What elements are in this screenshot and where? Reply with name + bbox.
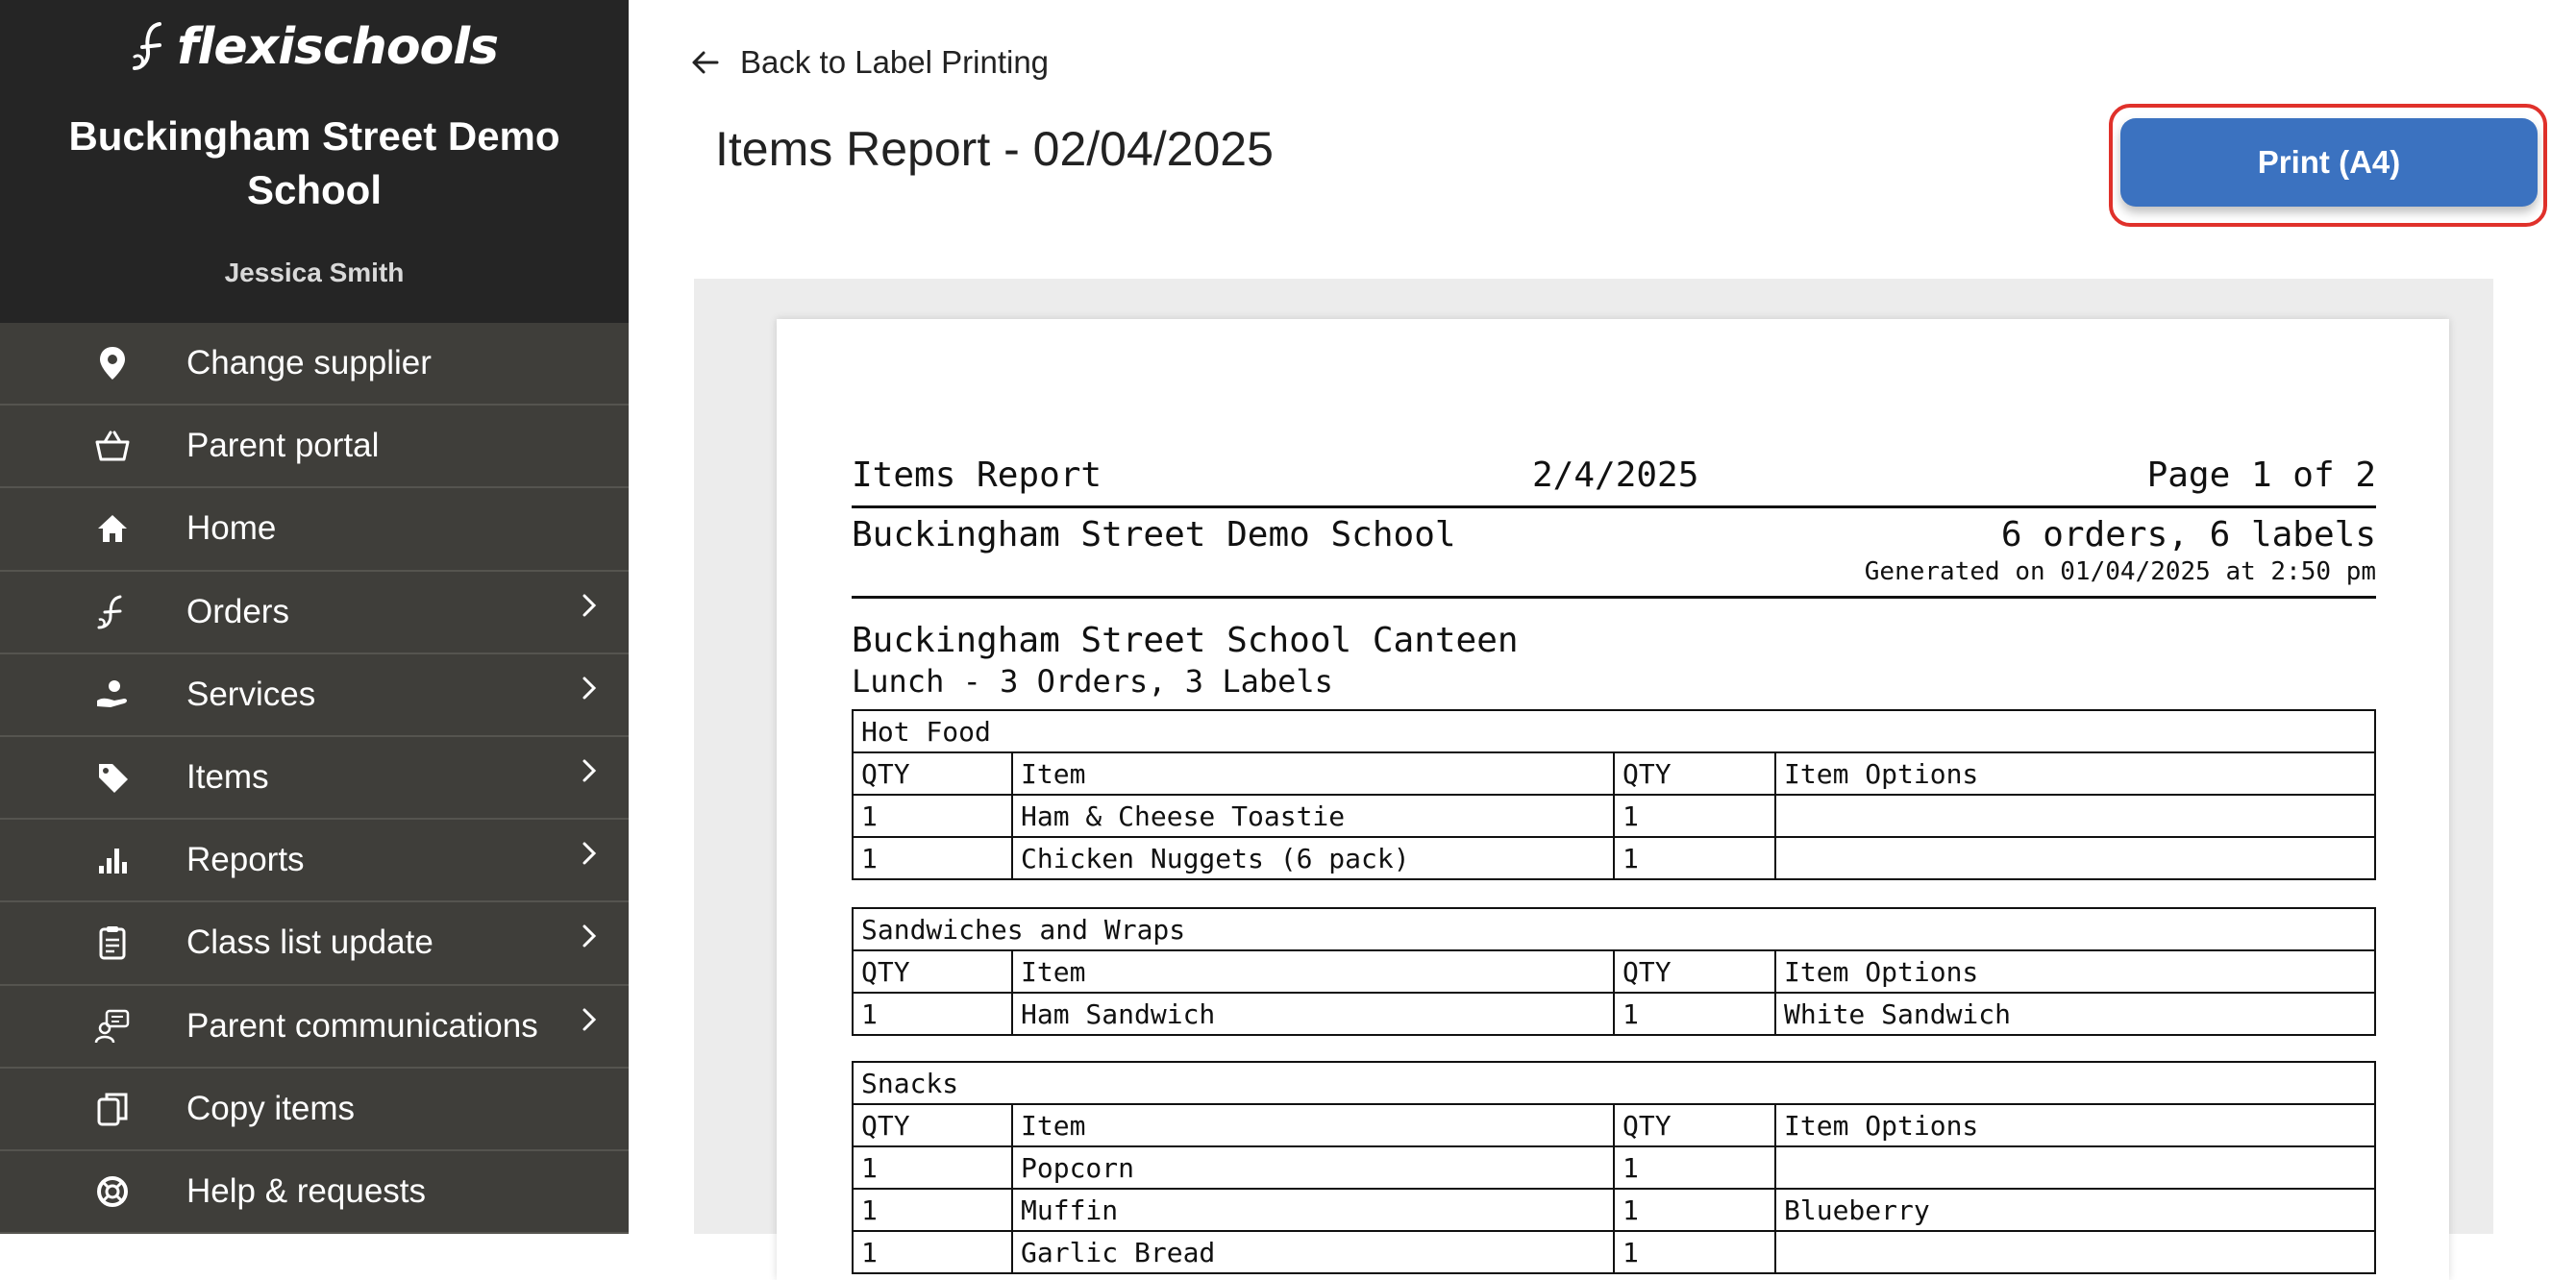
sidebar-item-help-requests[interactable] [0,1151,629,1234]
chevron-right-icon [579,839,607,874]
category-name: Snacks [853,1062,2375,1104]
sidebar [0,0,629,1234]
sidebar-item-label: Services [186,675,316,713]
column-header-qty: QTY [853,1104,1012,1146]
report-school: Buckingham Street Demo School [852,515,1456,554]
report-page [777,319,2449,1280]
sidebar-item-change-supplier[interactable] [0,323,629,406]
report-title: Items Report [852,455,1102,495]
column-header-qty: QTY [853,950,1012,993]
sidebar-item-label: Parent portal [186,427,380,465]
home-icon [92,508,133,549]
report-preview[interactable] [694,279,2493,1268]
table-row [853,837,2375,879]
category-header-row [853,1062,2375,1104]
column-header-item: Item [1012,950,1614,993]
sidebar-item-label: Copy items [186,1089,356,1127]
cell-qty: 1 [853,1189,1012,1231]
sidebar-item-label: Change supplier [186,344,432,382]
user-name: Jessica Smith [224,258,405,287]
cell-qty: 1 [1614,1231,1775,1273]
cell-item: Ham & Cheese Toastie [1012,795,1614,837]
table-row [853,1189,2375,1231]
table-row [853,993,2375,1035]
table-header-row [853,752,2375,795]
sidebar-item-orders[interactable] [0,572,629,654]
sidebar-item-class-list-update[interactable] [0,902,629,985]
flexischools-logo[interactable] [0,13,629,81]
cell-qty: 1 [1614,1189,1775,1231]
cell-item-options [1775,837,2375,879]
print-a4-button[interactable]: Print (A4) [2120,118,2538,207]
sidebar-nav [0,323,629,1234]
cell-qty: 1 [853,1146,1012,1189]
sidebar-item-label: Class list update [186,923,433,962]
cell-qty: 1 [1614,1146,1775,1189]
table-row [853,795,2375,837]
report-divider [852,596,2376,599]
category-table-snacks [852,1061,2376,1274]
chevron-right-icon [579,674,607,708]
back-link-label: Back to Label Printing [740,44,1050,80]
sidebar-item-services[interactable] [0,654,629,737]
chevron-right-icon [579,591,607,626]
cell-item-options: White Sandwich [1775,993,2375,1035]
report-divider [852,505,2376,508]
cell-item-options: Blueberry [1775,1189,2375,1231]
column-header-item: Item [1012,1104,1614,1146]
basket-icon [92,426,133,466]
clipboard-icon [92,923,133,963]
tag-icon [92,757,133,798]
cell-item: Garlic Bread [1012,1231,1614,1273]
flexischools-logo-icon [131,18,173,76]
table-header-row [853,1104,2375,1146]
logo-text: flexischools [176,18,499,76]
column-header-item-options: Item Options [1775,1104,2375,1146]
report-orders-summary: 6 orders, 6 labels [2000,515,2376,554]
cell-qty: 1 [853,1231,1012,1273]
chat-person-icon [92,1006,133,1046]
category-name: Sandwiches and Wraps [853,908,2375,950]
back-to-label-printing-link[interactable] [688,40,1049,85]
category-table-sandwiches-and-wraps [852,907,2376,1036]
category-header-row [853,710,2375,752]
category-name: Hot Food [853,710,2375,752]
copy-icon [92,1089,133,1129]
cell-item-options [1775,1231,2375,1273]
cell-qty: 1 [853,837,1012,879]
sidebar-item-copy-items[interactable] [0,1069,629,1151]
cell-qty: 1 [1614,837,1775,879]
map-pin-icon [92,343,133,383]
page-title: Items Report - 02/04/2025 [715,122,1274,176]
report-date: 2/4/2025 [1532,455,1699,495]
hand-service-icon [92,675,133,715]
column-header-qty: QTY [1614,752,1775,795]
sidebar-item-label: Reports [186,841,305,879]
cell-qty: 1 [853,795,1012,837]
chevron-right-icon [579,922,607,956]
cell-qty: 1 [1614,795,1775,837]
category-table-hot-food [852,709,2376,880]
sidebar-item-label: Orders [186,592,289,630]
report-page-number: Page 1 of 2 [2146,455,2376,495]
column-header-qty: QTY [1614,1104,1775,1146]
cell-qty: 1 [1614,993,1775,1035]
cell-item-options [1775,1146,2375,1189]
bar-chart-icon [92,840,133,880]
cell-item: Chicken Nuggets (6 pack) [1012,837,1614,879]
table-row [853,1231,2375,1273]
chevron-right-icon [579,1005,607,1040]
column-header-item: Item [1012,752,1614,795]
category-header-row [853,908,2375,950]
chevron-right-icon [579,756,607,791]
report-supplier: Buckingham Street School Canteen [852,621,1519,660]
column-header-item-options: Item Options [1775,950,2375,993]
report-generated: Generated on 01/04/2025 at 2:50 pm [1864,557,2376,586]
table-header-row [853,950,2375,993]
cell-item: Muffin [1012,1189,1614,1231]
flexischools-logo-icon [92,592,133,632]
cell-item: Ham Sandwich [1012,993,1614,1035]
sidebar-item-reports[interactable] [0,820,629,902]
sidebar-item-label: Items [186,758,269,797]
cell-item: Popcorn [1012,1146,1614,1189]
column-header-qty: QTY [1614,950,1775,993]
sidebar-item-items[interactable] [0,737,629,820]
table-row [853,1146,2375,1189]
cell-qty: 1 [853,993,1012,1035]
sidebar-item-label: Home [186,509,277,548]
arrow-left-icon [688,45,723,80]
sidebar-item-parent-portal[interactable] [0,406,629,488]
lifebuoy-icon [92,1171,133,1212]
column-header-qty: QTY [853,752,1012,795]
school-name: Buckingham Street Demo School [68,113,560,212]
sidebar-item-parent-communications[interactable] [0,986,629,1069]
column-header-item-options: Item Options [1775,752,2375,795]
sidebar-item-home[interactable] [0,488,629,571]
sidebar-item-label: Help & requests [186,1171,427,1210]
sidebar-item-label: Parent communications [186,1006,538,1045]
report-service: Lunch - 3 Orders, 3 Labels [852,663,1333,700]
cell-item-options [1775,795,2375,837]
sidebar-header [0,0,629,323]
